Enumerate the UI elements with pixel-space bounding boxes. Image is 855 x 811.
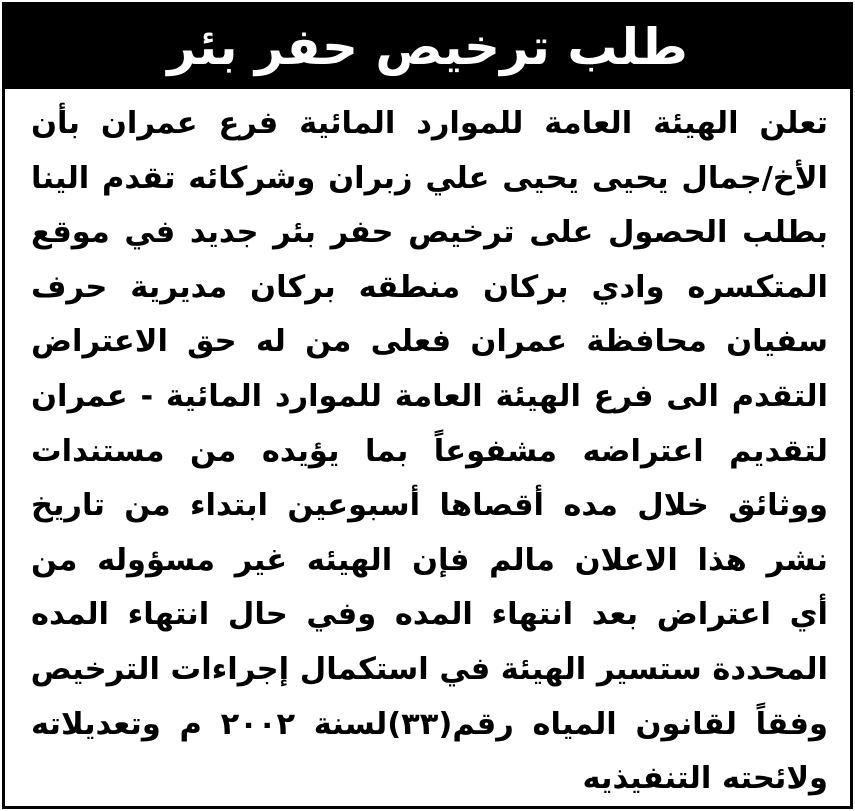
notice-box: [2, 2, 853, 809]
body-line: التقدم الى فرع الهيئة العامة للموارد المائية - عمران: [31, 378, 828, 414]
body-line: بطلب الحصول على ترخيص حفر بئر جديد في موقع: [31, 215, 828, 251]
body-line: الأخ/جمال يحيى يحيى علي زبران وشركائه تقدم الينا: [31, 160, 828, 196]
title-bar: [5, 5, 850, 89]
body-line: أي اعتراض بعد انتهاء المده وفي حال انتهاء المده: [31, 597, 828, 633]
body-line-last: ولائحته التنفيذيه: [582, 761, 828, 797]
body-line: تعلن الهيئة العامة للموارد المائية فرع عمران بأن: [31, 106, 828, 141]
body-line: سفيان محافظة عمران فعلى من له حق الاعتراض: [31, 324, 828, 360]
body-line: ووثائق خلال مده أقصاها أسبوعين ابتداء من تاريخ: [31, 488, 828, 524]
body-line: لتقديم اعتراضه مشفوعاً بما يؤيده من مستندات: [31, 433, 828, 469]
notice-title: طلب ترخيص حفر بئر: [167, 18, 688, 76]
body-line: المتكسره وادي بركان منطقه بركان مديرية حرف: [31, 269, 828, 305]
body-line: نشر هذا الاعلان مالم فإن الهيئه غير مسؤوله من: [31, 542, 828, 578]
notice-body: [31, 97, 828, 807]
body-line: المحددة ستسير الهيئة في استكمال إجراءات الترخيص: [30, 651, 828, 687]
body-line: وفقاً لقانون المياه رقم(٣٣)لسنة ٢٠٠٢ م وتعديلاته: [31, 706, 828, 742]
